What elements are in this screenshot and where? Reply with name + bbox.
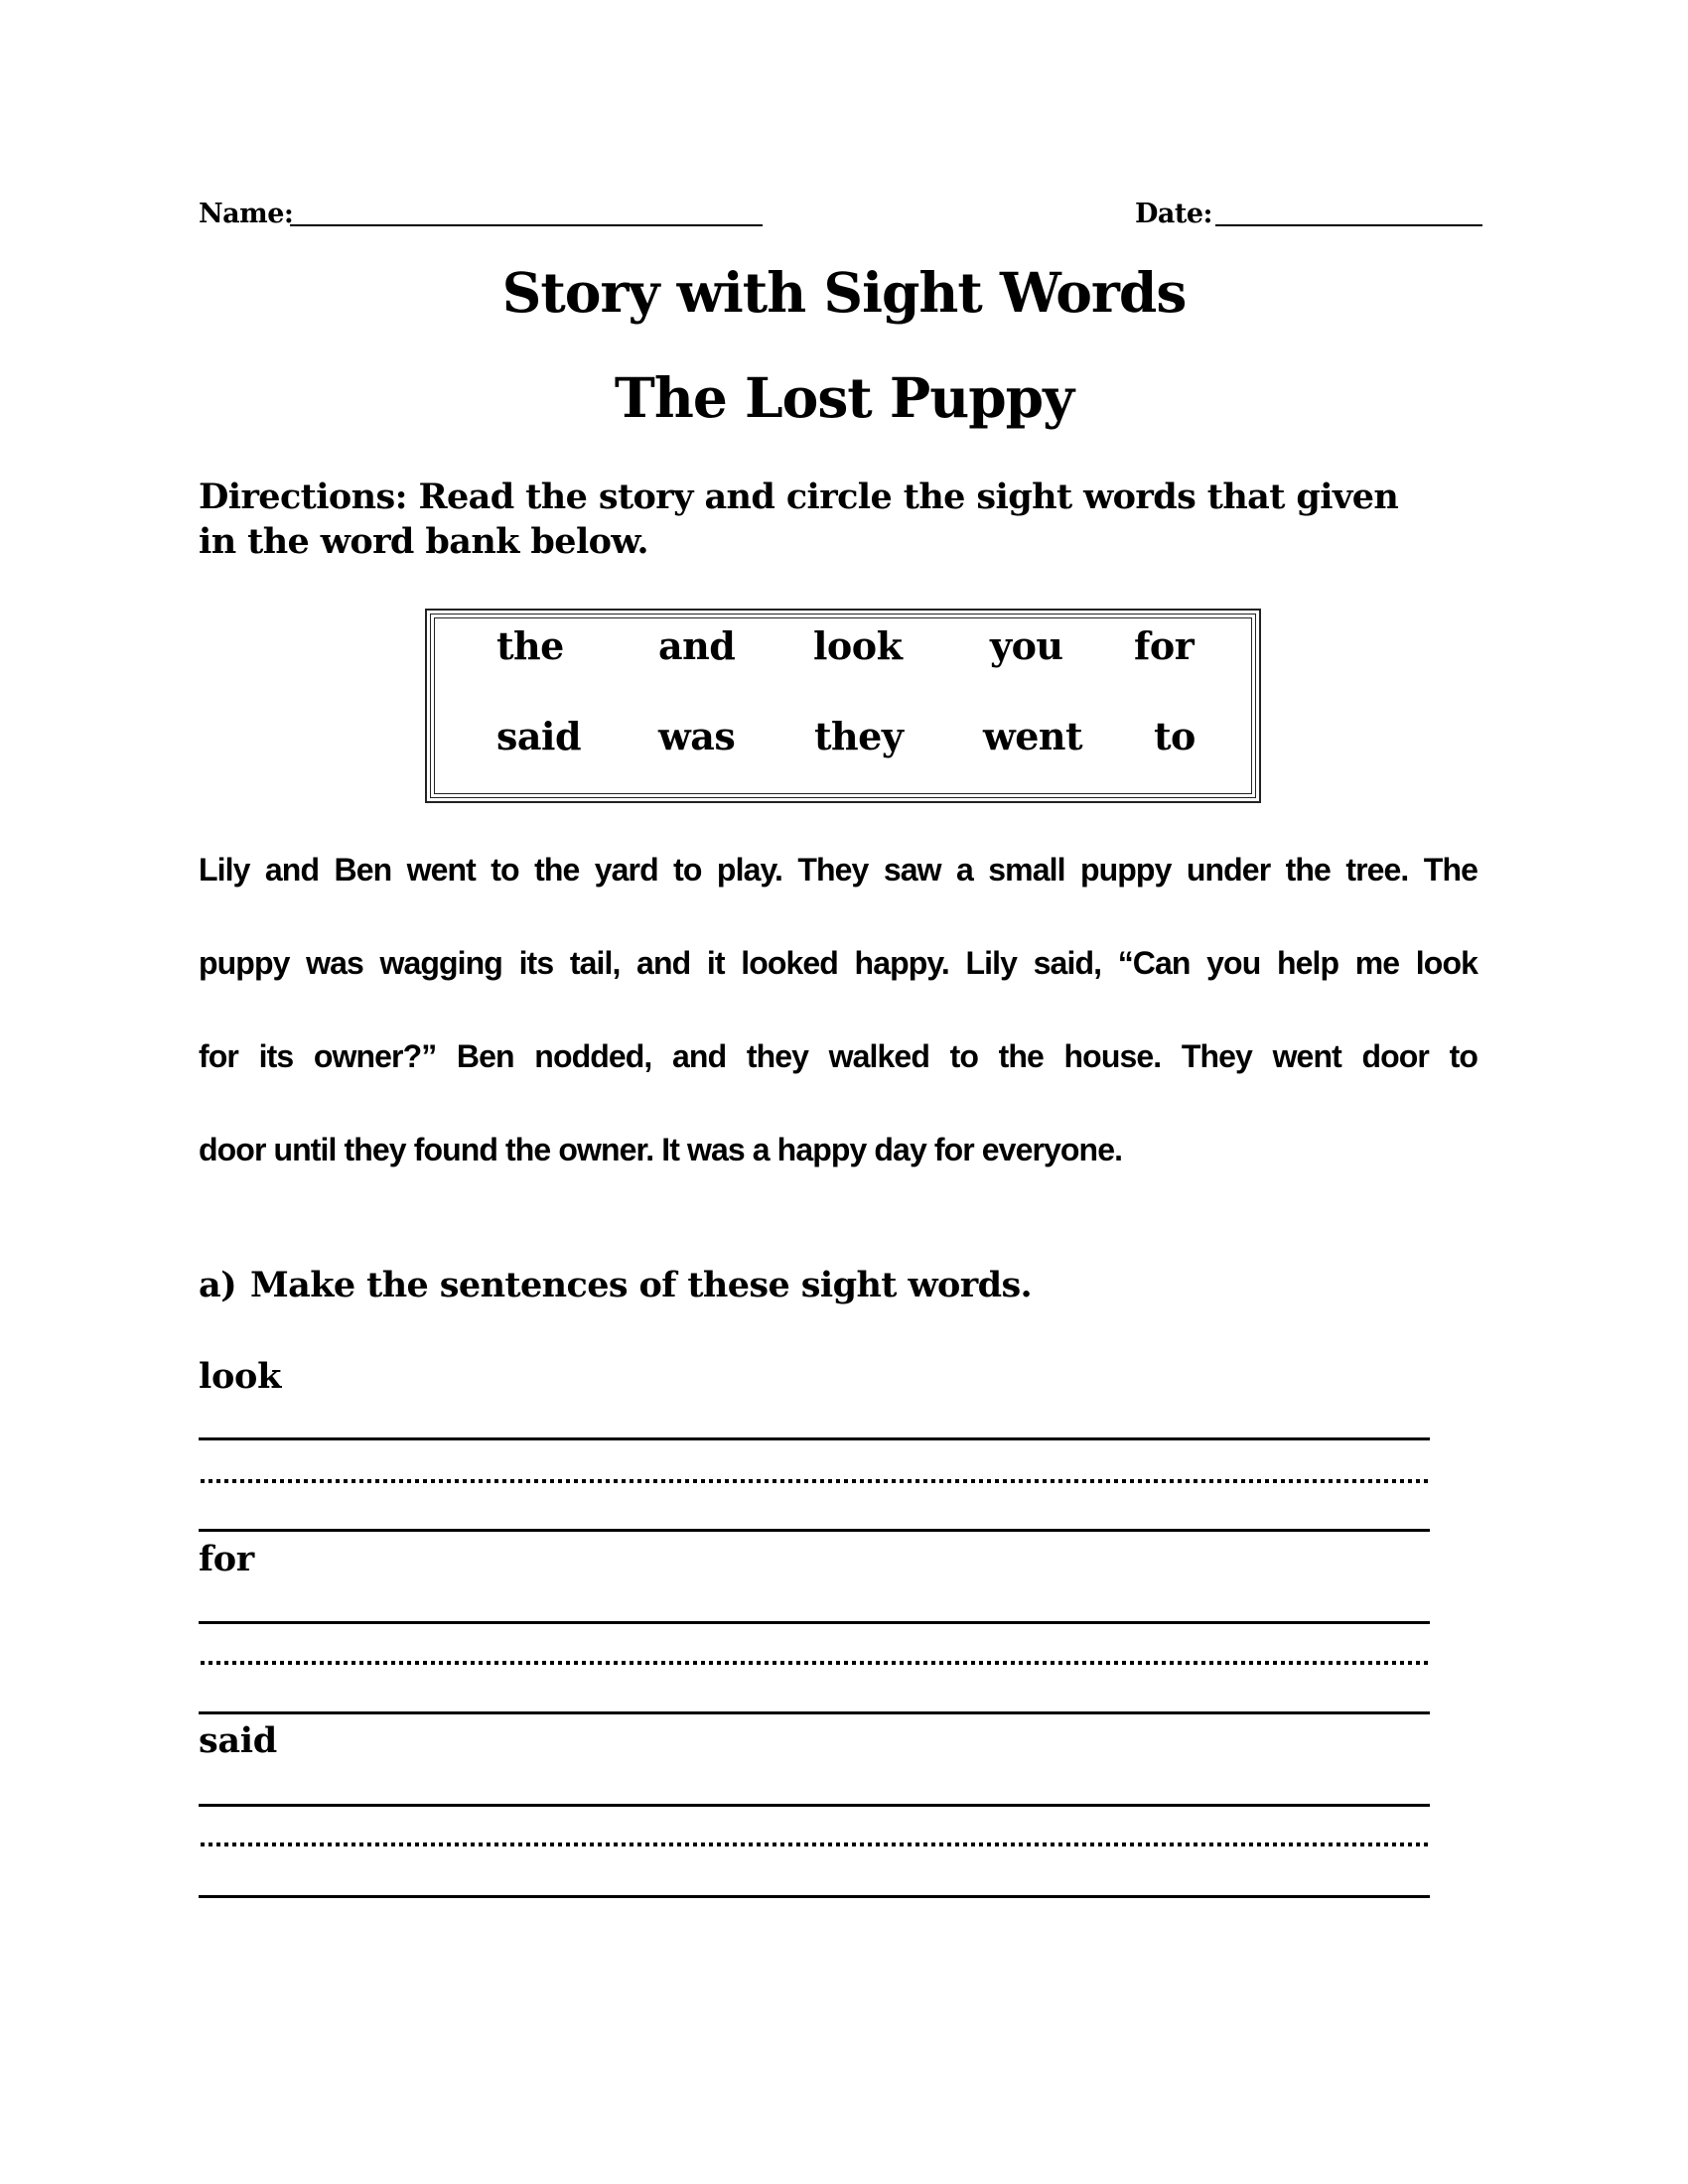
word-bank-word: and [658, 623, 736, 668]
question-marker: a) [199, 1265, 237, 1305]
writing-line-top[interactable] [199, 1621, 1430, 1624]
word-bank-word: went [983, 714, 1083, 758]
date-label: Date: [1135, 199, 1213, 229]
word-bank-word: to [1154, 714, 1196, 758]
story-line: door until they found the owner. It was a happy day for everyone. [199, 1132, 1123, 1167]
story-line: Lily and Ben went to the yard to play. They saw a small puppy under the tree. The [199, 852, 1477, 887]
sight-word-label: said [199, 1720, 277, 1761]
name-field[interactable] [290, 224, 763, 226]
word-bank-word: said [496, 714, 582, 758]
writing-line-top[interactable] [199, 1804, 1430, 1807]
sight-word-label: for [199, 1539, 254, 1579]
story-line: for its owner?” Ben nodded, and they walked to the house. They went door to [199, 1038, 1477, 1074]
writing-line-midline [201, 1479, 1430, 1483]
date-field[interactable] [1215, 224, 1482, 226]
story-line: puppy was wagging its tail, and it looked happy. Lily said, “Can you help me look [199, 945, 1477, 981]
word-bank-word: you [990, 623, 1063, 668]
story-title: The Lost Puppy [614, 365, 1074, 430]
writing-line-midline [201, 1661, 1430, 1665]
name-label: Name: [199, 199, 294, 229]
directions-text: Directions: Read the story and circle the sight words that given in the word bank below. [199, 477, 1399, 562]
word-bank-word: they [814, 714, 904, 758]
page-title: Story with Sight Words [501, 260, 1187, 325]
word-bank-word: look [813, 623, 903, 668]
writing-line-bottom[interactable] [199, 1529, 1430, 1532]
word-bank-word: was [658, 714, 736, 758]
writing-line-bottom[interactable] [199, 1895, 1430, 1898]
writing-line-bottom[interactable] [199, 1711, 1430, 1714]
sight-word-label: look [199, 1356, 282, 1397]
word-bank-word: for [1134, 623, 1195, 668]
question-prompt: Make the sentences of these sight words. [250, 1265, 1033, 1305]
writing-line-top[interactable] [199, 1437, 1430, 1440]
writing-line-midline [201, 1843, 1430, 1846]
word-bank-word: the [496, 623, 564, 668]
